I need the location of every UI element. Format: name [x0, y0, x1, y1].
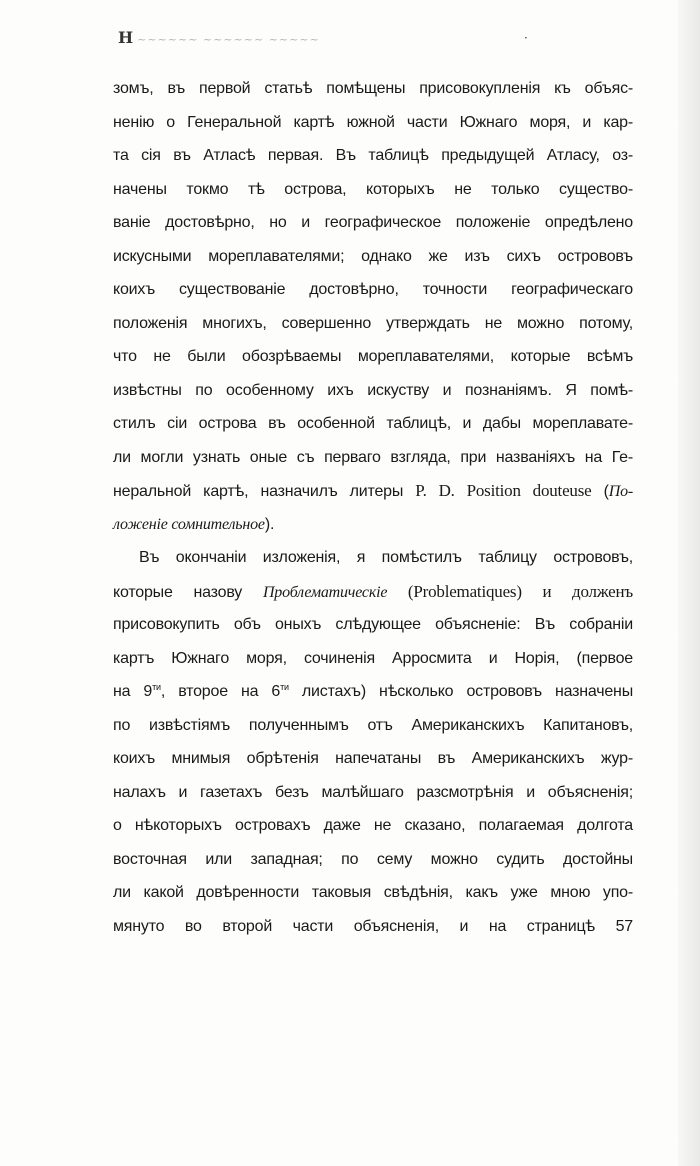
text-run: которые назову [113, 583, 263, 601]
text-line: ли какой довѣренности таковыя свѣдѣнія, какъ уже мною упо- [113, 884, 633, 901]
text-line: извѣстны по особенному ихъ искуству и познаніямъ. Я помѣ- [113, 381, 633, 399]
text-line: мянуто во второй части объясненія, и на страницѣ 57 [113, 917, 633, 935]
page-edge-shadow [678, 0, 700, 1166]
paragraph-start-line: Въ окончаніи изложенія, я помѣстилъ таблицу острововъ, [139, 549, 633, 566]
latin-phrase: (Problematiques) и долженъ [387, 581, 633, 601]
running-header [118, 30, 638, 46]
header-mark: · [524, 31, 528, 45]
text-line: стилъ сіи острова въ особенной таблицѣ, и дабы мореплавате- [113, 415, 633, 432]
text-run: на 9 [113, 683, 153, 700]
superscript: ти [152, 682, 161, 692]
superscript: ти [280, 682, 289, 692]
text-run: листахъ) нѣсколько острововъ назначены [288, 683, 633, 700]
text-line: ваніе достовѣрно, но и географическое положеніе опредѣлено [113, 214, 633, 231]
text-line: что не были обозрѣваемы мореплавателями, которые всѣмъ [113, 348, 633, 365]
text-line: зомъ, въ первой статьѣ помѣщены присовокупленія къ объяс- [113, 80, 633, 97]
text-line: начены токмо тѣ острова, которыхъ не только существо- [113, 180, 633, 198]
text-line: о нѣкоторыхъ островахъ даже не сказано, полагаемая долгота [113, 817, 633, 834]
text-run: , второе на 6 [160, 683, 281, 700]
italic-run: Проблематическіе [262, 583, 388, 601]
italic-run: ложеніе сомнительное [113, 515, 265, 533]
body-text [113, 72, 633, 943]
header-faded-text: ~~~~~~ ~~~~~~ ~~~~~ [137, 33, 320, 46]
text-line [113, 474, 633, 508]
text-run: неральной картѣ, назначилъ литеры [113, 483, 416, 500]
text-line: налахъ и газетахъ безъ малѣйшаго разсмотрѣнія и объясненія; [113, 783, 633, 801]
text-line: по извѣстіямъ полученнымъ отъ Американскихъ Капитановъ, [113, 716, 633, 734]
text-line: присовокупить объ оныхъ слѣдующее объясненіе: Въ собраніи [113, 616, 633, 633]
text-run: ( [591, 483, 609, 500]
text-line: картъ Южнаго моря, сочиненія Арросмита и Норія, (первое [113, 649, 633, 667]
header-initial: Н [118, 30, 134, 46]
text-run: ). [264, 515, 275, 533]
text-line [113, 675, 633, 709]
text-line: коихъ существованіе достовѣрно, точности географическаго [113, 281, 633, 298]
text-line [113, 575, 633, 609]
text-line: коихъ мнимыя обрѣтенія напечатаны въ Американскихъ жур- [113, 750, 633, 767]
text-line: та сія въ Атласѣ первая. Въ таблицѣ предыдущей Атласу, оз- [113, 147, 633, 164]
latin-phrase: P. D. Position douteuse [415, 481, 592, 500]
text-line: искусными мореплавателями; однако же изъ сихъ острововъ [113, 247, 633, 265]
text-line [113, 508, 633, 542]
italic-run: По- [608, 483, 634, 500]
text-line: положенія многихъ, совершенно утверждать не можно потому, [113, 314, 633, 332]
text-line: ненію о Генеральной картѣ южной части Южнаго моря, и кар- [113, 113, 633, 131]
text-line: восточная или западная; по сему можно судить достойны [113, 850, 633, 868]
text-line: ли могли узнать оные съ перваго взгляда, при названіяхъ на Ге- [113, 448, 633, 466]
